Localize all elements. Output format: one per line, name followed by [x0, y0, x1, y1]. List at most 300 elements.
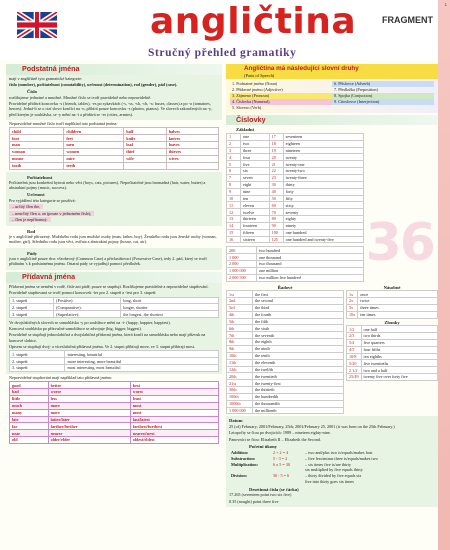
countability-section: [6, 172, 222, 226]
countability-text: Počitatelná jsou konkrétní bytosti nebo věci (boys, cats, pictures). Nepočitatelné jsou hromadná (hair, water, butter) a abstraktní pojmy (music, success).: [9, 180, 206, 191]
table-cell: sixteen: [241, 236, 270, 243]
table-cell: Division:: [231, 473, 248, 479]
determination-heading: Určenost: [27, 192, 45, 198]
table-cell: Addition:: [231, 449, 249, 455]
table-cell: man: [10, 142, 64, 149]
table-cell: 20th: [227, 373, 253, 380]
side-stripe: [438, 0, 450, 550]
table-cell: 7: [227, 175, 241, 182]
table-row: [10, 155, 219, 162]
table-cell: 60: [269, 202, 283, 209]
irregular-adjectives-table: [9, 381, 219, 444]
table-cell: 1 000: [227, 254, 257, 261]
table-cell: the eleventh: [253, 359, 344, 366]
table-cell: older/elder: [48, 437, 130, 444]
table-row: [10, 409, 219, 416]
operations-table: [229, 450, 435, 485]
nouns-section: [6, 75, 222, 120]
table-cell: ten eighths: [361, 353, 437, 360]
table-cell: five into thirty goes six times: [305, 479, 354, 485]
table-row: [227, 216, 364, 223]
table-row: [227, 311, 344, 318]
table-cell: knife: [124, 135, 166, 142]
table-cell: four fifths: [361, 346, 437, 353]
adjectives-text-6: Opisem se stupňují dvoj- a víceslabičná přídavná jména. Ve 2. stupni přibírají more, ve 3. stupni přibírají most.: [9, 343, 195, 349]
table-row: [227, 140, 364, 147]
list-item: 3. Zájmeno (Pronoun): [230, 93, 332, 99]
list-item: 1. Podstatné jméno (Noun): [232, 81, 278, 87]
table-cell: 1 000 000: [227, 267, 257, 274]
table-cell: 1 000 000: [227, 407, 253, 414]
table-cell: most: [130, 402, 218, 409]
page-title: angličtina: [150, 1, 357, 42]
fractions-table: [346, 325, 438, 381]
nouns-intro: mají v angličtině tyto gramatické kategorie:: [9, 75, 83, 81]
table-cell: five: [241, 161, 270, 168]
table-cell: more interesting, more beautiful: [65, 358, 219, 365]
adjectives-text-3: Ve dvojslabičných slovech se samohláska -y po souhlásce mění na -i- (happy, happier, happiest).: [9, 319, 171, 325]
table-cell: the hundredth: [253, 393, 344, 400]
table-cell: 6: [227, 168, 241, 175]
table-cell: 80: [269, 216, 283, 223]
table-cell: Substraction:: [231, 455, 256, 461]
table-cell: woman: [10, 148, 64, 155]
table-cell: one: [241, 133, 270, 140]
table-cell: men: [64, 142, 124, 149]
table-row: [227, 393, 344, 400]
table-cell: the twentieth: [253, 373, 344, 380]
table-row: [10, 148, 219, 155]
parts-of-speech-col-right: [332, 81, 434, 111]
table-cell: fifty: [283, 195, 363, 202]
comparison-table-regular: [9, 297, 219, 319]
table-row: [227, 267, 364, 274]
table-cell: the thousandth: [253, 400, 344, 407]
table-cell: 12: [227, 209, 241, 216]
date-heading: Datum: [229, 418, 243, 424]
table-row: [10, 351, 219, 358]
table-cell: foot: [10, 135, 64, 142]
table-row: [229, 479, 435, 485]
table-cell: 2 1/2: [347, 367, 362, 374]
table-cell: least: [130, 396, 218, 403]
table-cell: 2 000 500: [227, 274, 257, 281]
table-row: [227, 359, 344, 366]
table-cell: – two and/plus two is/equals/makes four: [305, 449, 373, 455]
table-cell: 1st: [227, 291, 253, 298]
table-row: [10, 423, 219, 430]
table-cell: one hundred and twenty-five: [283, 236, 363, 243]
table-row: [10, 430, 219, 437]
table-cell: last/latest: [130, 416, 218, 423]
irregular-adjectives-section: [6, 374, 222, 446]
table-cell: many: [10, 409, 49, 416]
table-cell: 1000th: [227, 400, 253, 407]
table-row: [227, 332, 344, 339]
table-cell: wives: [166, 155, 218, 162]
table-row: [10, 437, 219, 444]
table-cell: 22: [269, 168, 283, 175]
table-cell: the fifth: [253, 318, 344, 325]
table-cell: 70: [269, 209, 283, 216]
determination-item: – určitý člen the,: [9, 204, 43, 209]
table-cell: twenty-three: [283, 175, 363, 182]
table-cell: 50: [269, 195, 283, 202]
table-cell: 100: [269, 229, 283, 236]
table-cell: 5th: [227, 318, 253, 325]
table-row: [227, 318, 344, 325]
table-row: [347, 333, 438, 340]
table-cell: seven: [241, 175, 270, 182]
table-cell: twenty-one: [283, 161, 363, 168]
table-cell: farther/further: [48, 423, 130, 430]
table-cell: the third: [253, 304, 344, 311]
large-numbers-table: [226, 246, 364, 281]
table-cell: 25/49: [347, 374, 362, 381]
table-cell: [124, 162, 166, 169]
table-cell: one million: [257, 267, 364, 274]
table-cell: 125: [269, 236, 283, 243]
table-cell: the ninth: [253, 346, 344, 353]
table-cell: half: [124, 128, 166, 135]
table-row: [10, 135, 219, 142]
case-text: jsou v angličtině pouze dva: všeobecný (Common Case) a přivlastňovací (Possessive Case), tedy 2. pád, který se tvoří přidáním 's k podstatnému jménu. Ostatní pády se vyjadřují pomocí předložek.: [9, 256, 207, 267]
table-cell: (Superlative):: [54, 311, 121, 318]
table-cell: 1/2: [347, 326, 362, 333]
table-row: [227, 387, 344, 394]
table-cell: 17: [269, 133, 283, 140]
table-row: [10, 389, 219, 396]
table-cell: – six times five is/are thirty: [305, 461, 351, 467]
date-text-2: Letopočty se čtou po dvojicích: 1989 – nineteen eighty-nine.: [229, 430, 331, 436]
page-subtitle: Stručný přehled gramatiky: [148, 47, 297, 59]
table-cell: child: [10, 128, 64, 135]
table-row: [227, 195, 364, 202]
table-cell: twice: [358, 298, 438, 305]
table-row: [227, 202, 364, 209]
table-row: [10, 416, 219, 423]
table-cell: the thirtieth: [253, 387, 344, 394]
right-column: [226, 64, 438, 507]
irregular-plural-heading: Nepravidelné množné číslo tvoří například tato podstatná jména:: [9, 121, 118, 127]
list-item: 9. Citoslovce (Interjection): [332, 99, 434, 105]
table-row: [347, 298, 438, 305]
table-cell: (Comparative):: [54, 304, 121, 311]
numerals-section: [226, 127, 438, 507]
table-row: [227, 188, 364, 195]
table-row: [10, 365, 219, 372]
table-cell: 16: [227, 236, 241, 243]
table-row: [10, 297, 219, 304]
table-cell: once: [358, 291, 438, 298]
table-cell: tooth: [10, 162, 64, 169]
determination-item: – neurčitý člen a, an (pouze v jednotném čísle),: [9, 211, 94, 216]
table-cell: two: [241, 140, 270, 147]
table-row: [227, 247, 364, 254]
date-text-1: 25 (of) February; 2001/February, 25th; 2001/February 25, 2001 (it was born on the 25th February.): [229, 424, 395, 430]
table-cell: [166, 162, 218, 169]
table-cell: 4th: [227, 311, 253, 318]
table-cell: sixty: [283, 202, 363, 209]
table-cell: halves: [166, 128, 218, 135]
table-cell: oldest/eldest: [130, 437, 218, 444]
comparison-table-periphrastic: [9, 350, 219, 372]
table-row: [227, 133, 364, 140]
decimals-text-1: 17.265 (seventeen point two six five): [229, 492, 292, 498]
table-row: [227, 175, 364, 182]
determination-text: Pro vyjádření této kategorie se používá:: [9, 197, 76, 203]
fractions-heading: Zlomky: [384, 319, 400, 325]
table-cell: 20: [269, 154, 283, 161]
table-row: [227, 274, 364, 281]
table-cell: eight: [241, 181, 270, 188]
table-cell: the first: [253, 291, 344, 298]
table-cell: 2nd: [227, 298, 253, 305]
table-row: [227, 147, 364, 154]
table-cell: 5/4: [347, 339, 362, 346]
table-cell: the second: [253, 298, 344, 305]
table-cell: 15: [227, 229, 241, 236]
table-cell: farthest/furthest: [130, 423, 218, 430]
table-cell: longer, shorter: [121, 304, 219, 311]
table-cell: long, short: [121, 297, 219, 304]
table-row: [227, 298, 344, 305]
cardinal-table: [226, 133, 364, 244]
number-text-1: rozlišujeme jednotné a množné. Množné číslo se tvoří pravidelně nebo nepravidelně.: [9, 94, 152, 100]
table-cell: the longest, the shortest: [121, 311, 219, 318]
table-row: [347, 326, 438, 333]
table-cell: 100th: [227, 393, 253, 400]
table-cell: two and a half: [361, 367, 437, 374]
table-cell: little: [10, 396, 49, 403]
table-cell: 2x: [347, 298, 358, 305]
table-row: [10, 382, 219, 389]
case-section: [6, 248, 222, 270]
table-cell: nine: [241, 188, 270, 195]
table-cell: – thirty divided by five equals six: [305, 473, 362, 479]
adjectives-text-5: Pravidelně se stupňují jednoslabičná a dvojslabičná přídavná jména, která končí na samohlásku nebo mají přízvuk na koncové slabice.: [9, 332, 206, 343]
table-cell: feet: [64, 135, 124, 142]
table-cell: ninety: [283, 222, 363, 229]
table-cell: 8: [227, 181, 241, 188]
table-cell: 6 x 5 = 30: [273, 461, 291, 467]
determination-item: – člen je nepřítomný.: [9, 217, 51, 222]
table-cell: more: [48, 402, 130, 409]
table-cell: the twenty-first: [253, 380, 344, 387]
table-cell: 21st: [227, 380, 253, 387]
parts-of-speech-subheading: (Parts of Speech): [226, 73, 438, 79]
table-cell: 30th: [227, 387, 253, 394]
table-cell: more: [48, 409, 130, 416]
table-row: [227, 373, 344, 380]
table-cell: 5: [227, 161, 241, 168]
table-cell: knives: [166, 135, 218, 142]
table-cell: two thirds: [361, 333, 437, 340]
uk-flag-icon: [17, 12, 57, 38]
list-item: 4. Číslovka (Numeral): [230, 99, 332, 105]
list-item: 5. Sloveso (Verb): [232, 105, 262, 111]
table-cell: thieves: [166, 148, 218, 155]
left-column: [6, 64, 222, 446]
table-cell: 11th: [227, 359, 253, 366]
table-cell: latter/later: [48, 416, 130, 423]
table-row: [227, 346, 344, 353]
list-item: 7. Předložka (Preposition): [334, 87, 378, 93]
table-cell: six multiplied by five equals thirty: [305, 467, 363, 473]
table-cell: five quarters: [361, 339, 437, 346]
table-cell: nearest/next: [130, 430, 218, 437]
table-cell: one half: [361, 326, 437, 333]
table-cell: 9: [227, 188, 241, 195]
table-row: [227, 366, 344, 373]
table-cell: three times: [358, 304, 438, 311]
table-cell: late: [10, 416, 49, 423]
table-cell: eighteen: [283, 140, 363, 147]
table-cell: 40: [269, 188, 283, 195]
table-cell: wife: [124, 155, 166, 162]
table-cell: good: [10, 382, 49, 389]
table-cell: worse: [48, 389, 130, 396]
table-cell: 5/20: [347, 360, 362, 367]
table-cell: three: [241, 147, 270, 154]
decorative-numeral: 36: [365, 213, 434, 273]
table-row: [227, 261, 364, 268]
table-row: [227, 161, 364, 168]
table-row: [10, 128, 219, 135]
table-cell: nearer: [48, 430, 130, 437]
table-cell: 23: [269, 175, 283, 182]
table-cell: twenty five over forty five: [361, 374, 437, 381]
table-cell: two million five hundred: [257, 274, 364, 281]
table-cell: fifteen: [241, 229, 270, 236]
table-cell: less: [48, 396, 130, 403]
table-cell: most: [130, 409, 218, 416]
table-cell: 1x: [347, 291, 358, 298]
table-row: [10, 304, 219, 311]
table-cell: six: [241, 168, 270, 175]
table-cell: mice: [64, 155, 124, 162]
table-row: [227, 236, 364, 243]
brand-logo: FRAGMENT: [382, 15, 433, 25]
table-cell: 10/8: [347, 353, 362, 360]
list-item: 8. Spojka (Conjuction): [332, 93, 434, 99]
table-cell: loaf: [124, 142, 166, 149]
table-cell: the millionth: [253, 407, 344, 414]
table-cell: twenty-two: [283, 168, 363, 175]
table-cell: 19: [269, 147, 283, 154]
table-cell: the twelfth: [253, 366, 344, 373]
table-cell: 4/5: [347, 346, 362, 353]
table-cell: 14: [227, 222, 241, 229]
table-cell: 2. stupeň:: [10, 358, 65, 365]
table-cell: 8th: [227, 339, 253, 346]
table-cell: the sixth: [253, 325, 344, 332]
table-cell: – five less/minus three is/equals/makes two: [305, 455, 378, 461]
table-cell: one hundred: [283, 229, 363, 236]
table-cell: [271, 479, 303, 485]
table-cell: children: [64, 128, 124, 135]
table-cell: 90: [269, 222, 283, 229]
table-cell: five twentieths: [361, 360, 437, 367]
table-cell: [229, 479, 271, 485]
gender-section: [6, 226, 222, 248]
table-row: [227, 325, 344, 332]
case-heading: Pády: [27, 250, 37, 256]
table-cell: 30 : 5 = 6: [273, 473, 290, 479]
list-item: 6. Příslovce (Adverb): [332, 81, 434, 87]
cardinal-heading: Základní: [236, 127, 254, 133]
table-cell: loaves: [166, 142, 218, 149]
table-cell: 2 + 2 = 4: [273, 449, 289, 455]
date-section: [226, 416, 438, 507]
table-cell: 5 - 3 = 2: [273, 455, 288, 461]
table-cell: forty: [283, 188, 363, 195]
table-cell: mouse: [10, 155, 64, 162]
table-cell: 1. stupeň: [10, 297, 54, 304]
ordinal-heading: Řadové: [277, 284, 293, 290]
list-item: 2. Přídavné jméno (Adjective): [232, 87, 283, 93]
table-row: [10, 162, 219, 169]
irregular-plural-table: [9, 127, 219, 169]
table-row: [227, 168, 364, 175]
table-row: [10, 396, 219, 403]
table-cell: bad: [10, 389, 49, 396]
table-row: [10, 142, 219, 149]
table-row: [227, 304, 344, 311]
table-cell: 21: [269, 161, 283, 168]
table-cell: 200: [227, 247, 257, 254]
table-cell: 18: [269, 140, 283, 147]
table-cell: two hundred: [257, 247, 364, 254]
table-cell: 2/3: [347, 333, 362, 340]
table-row: [227, 407, 344, 414]
table-row: [347, 339, 438, 346]
table-cell: seventy: [283, 209, 363, 216]
table-row: [10, 358, 219, 365]
table-cell: Multiplication:: [231, 461, 258, 467]
table-cell: 7th: [227, 332, 253, 339]
table-row: [227, 254, 364, 261]
table-cell: one thousand: [257, 254, 364, 261]
table-row: [227, 229, 364, 236]
nouns-heading: Podstatná jména: [6, 64, 222, 75]
table-row: [347, 360, 438, 367]
table-row: [347, 374, 438, 381]
adjectives-section: [6, 283, 222, 374]
adjectives-text-4: Koncová souhláska po přízvučné samohlásce se zdvojuje (big, bigger, biggest).: [9, 325, 142, 331]
table-cell: 2: [227, 140, 241, 147]
ordinal-table: [226, 290, 344, 414]
table-cell: 1: [227, 133, 241, 140]
ordinal-multiple-section: [226, 285, 438, 415]
table-cell: eleven: [241, 202, 270, 209]
table-cell: 9th: [227, 346, 253, 353]
table-cell: 10th: [227, 352, 253, 359]
table-cell: 3rd: [227, 304, 253, 311]
table-row: [10, 402, 219, 409]
table-cell: old: [10, 437, 49, 444]
table-cell: thirty: [283, 181, 363, 188]
table-cell: 2 000: [227, 261, 257, 268]
table-cell: 10: [227, 195, 241, 202]
table-cell: four: [241, 154, 270, 161]
table-row: [347, 304, 438, 311]
table-cell: 6th: [227, 325, 253, 332]
table-cell: 4: [227, 154, 241, 161]
multiple-heading: Násobné: [383, 284, 401, 290]
table-cell: the tenth: [253, 352, 344, 359]
table-cell: the fourth: [253, 311, 344, 318]
